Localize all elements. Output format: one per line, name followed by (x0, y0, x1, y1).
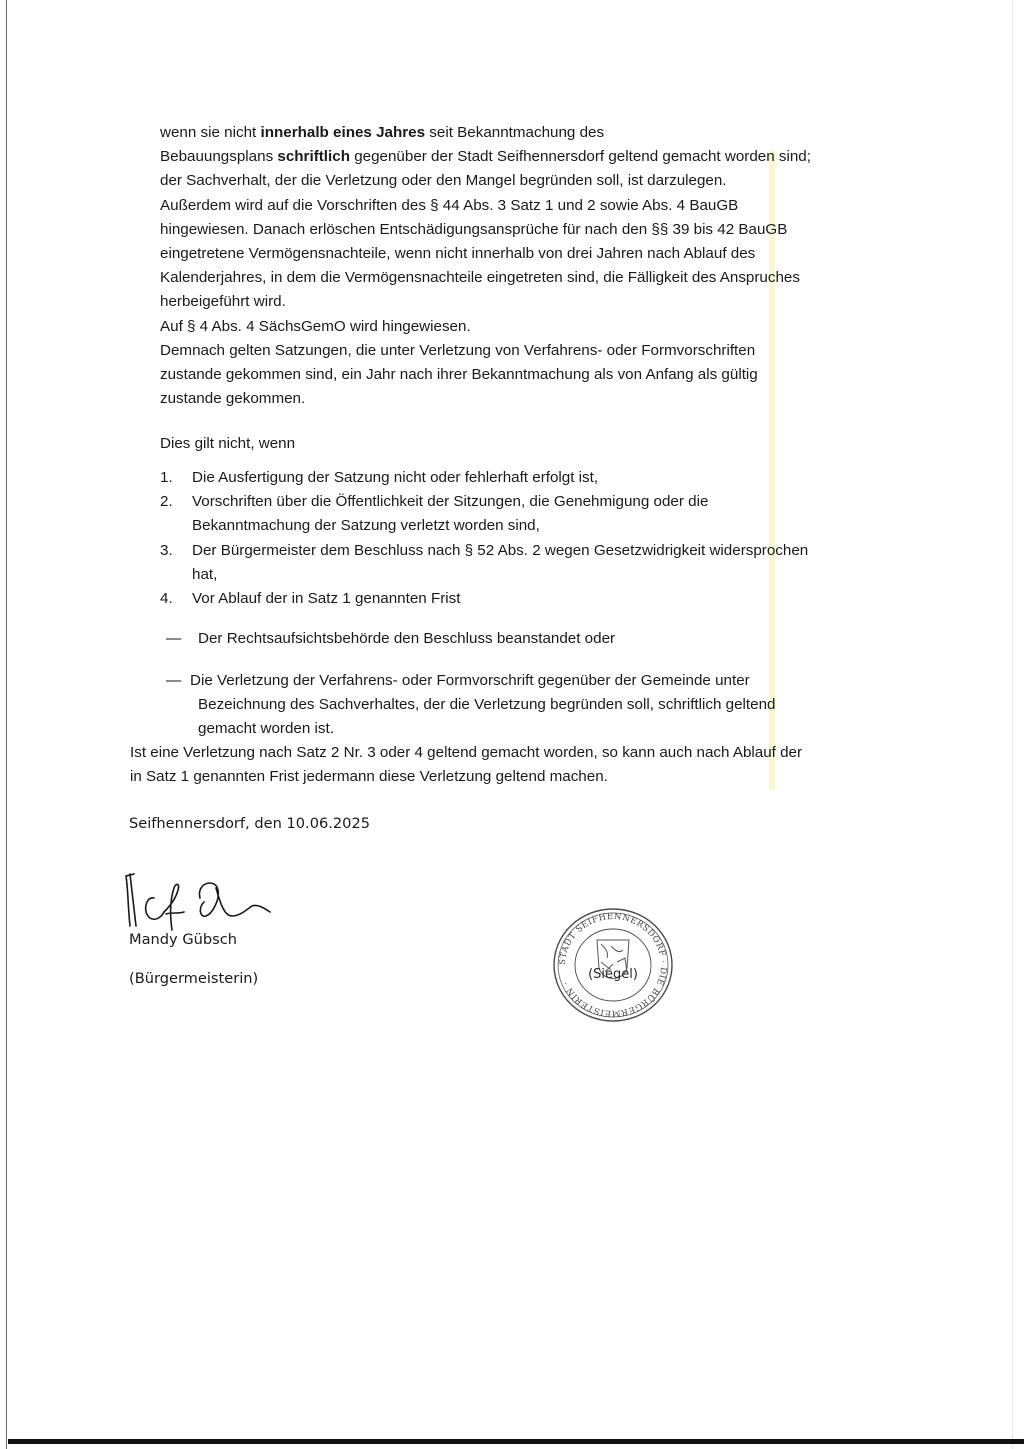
list-text: Der Bürgermeister dem Beschluss nach § 52 Abs. 2 wegen Gesetzwidrigkeit widersprochen (192, 541, 809, 559)
closing-line-1: Ist eine Verletzung nach Satz 2 Nr. 3 oder 4 geltend gemacht worden, so kann auch nach Ablauf der (130, 744, 803, 761)
list-item (160, 539, 920, 587)
list-text: Vor Ablauf der in Satz 1 genannten Frist (192, 590, 461, 608)
official-seal (551, 906, 675, 1024)
dash-text (166, 669, 886, 742)
dash-text: Der Rechtsaufsichtsbehörde den Beschluss beanstandet oder (198, 630, 616, 647)
intro-line-7: Kalenderjahres, in dem die Vermögensnachteile eingetreten sind, die Fälligkeit des Anspruches (160, 269, 800, 287)
intro-line-10: Demnach gelten Satzungen, die unter Verletzung von Verfahrens- oder Formvorschriften (160, 341, 756, 359)
list-item (160, 587, 920, 611)
intro-line-2: Bebauungsplans schriftlich gegenüber der Stadt Seifhennersdorf geltend gemacht worden sind; (160, 148, 811, 166)
scan-edge-bottom (8, 1439, 1024, 1444)
signer-name: Mandy Gübsch (129, 931, 238, 948)
exception-list (160, 466, 920, 611)
signer-role: (Bürgermeisterin) (129, 970, 259, 987)
intro-line-6: eingetretene Vermögensnachteile, wenn nicht innerhalb von drei Jahren nach Ablauf des (160, 245, 756, 263)
scan-edge-left (6, 0, 7, 1449)
dash-bullet: — (166, 672, 182, 689)
place-date: Seifhennersdorf, den 10.06.2025 (129, 815, 371, 832)
list-text: Vorschriften über die Öffentlichkeit der Sitzungen, die Genehmigung oder die (192, 493, 709, 511)
dash-text-line-2: Bezeichnung des Sachverhaltes, der die Verletzung begründen soll, schriftlich geltend (198, 696, 776, 714)
exception-intro: Dies gilt nicht, wenn (160, 435, 296, 452)
seal-outer-text: STADT SEIFHENNERSDORF · DIE BÜRGERMEISTERIN · (557, 911, 669, 1019)
dash-text-line-3: gemacht worden ist. (198, 720, 334, 738)
list-item (160, 490, 920, 538)
intro-line-9: Auf § 4 Abs. 4 SächsGemO wird hingewiesen. (160, 317, 471, 335)
intro-line-5: hingewiesen. Danach erlöschen Entschädigungsansprüche für nach den §§ 39 bis 42 BauGB (160, 220, 788, 238)
list-item (160, 466, 920, 490)
intro-line-4: Außerdem wird auf die Vorschriften des § 44 Abs. 3 Satz 1 und 2 sowie Abs. 4 BauGB (160, 196, 739, 214)
list-number: 3. (160, 541, 173, 559)
list-number: 2. (160, 493, 173, 511)
list-number: 1. (160, 469, 173, 486)
dash-item (166, 627, 886, 651)
dash-item (166, 669, 886, 742)
intro-line-3: der Sachverhalt, der die Verletzung oder den Mangel begründen soll, ist darzulegen. (160, 172, 727, 190)
intro-paragraph (160, 121, 920, 411)
seal-label: (Siegel) (588, 967, 638, 982)
list-text-continued: Bekanntmachung der Satzung verletzt worden sind, (192, 517, 540, 535)
dash-bullet: — (166, 630, 182, 647)
list-number: 4. (160, 590, 173, 608)
intro-line-12: zustande gekommen. (160, 390, 306, 408)
handwritten-signature (120, 868, 280, 938)
list-text-continued: hat, (192, 565, 218, 583)
intro-line-11: zustande gekommen sind, ein Jahr nach ihrer Bekanntmachung als von Anfang als gültig (160, 366, 758, 384)
intro-line-1: wenn sie nicht innerhalb eines Jahres seit Bekanntmachung des (160, 124, 605, 141)
closing-line-2: in Satz 1 genannten Frist jedermann diese Verletzung geltend machen. (130, 768, 608, 786)
list-text: Die Ausfertigung der Satzung nicht oder fehlerhaft erfolgt ist, (192, 469, 599, 486)
dash-text-line-1: Die Verletzung der Verfahrens- oder Formvorschrift gegenüber der Gemeinde unter (190, 672, 750, 689)
intro-line-8: herbeigeführt wird. (160, 293, 286, 311)
scan-edge-right (1012, 0, 1013, 1449)
closing-paragraph (130, 741, 910, 789)
